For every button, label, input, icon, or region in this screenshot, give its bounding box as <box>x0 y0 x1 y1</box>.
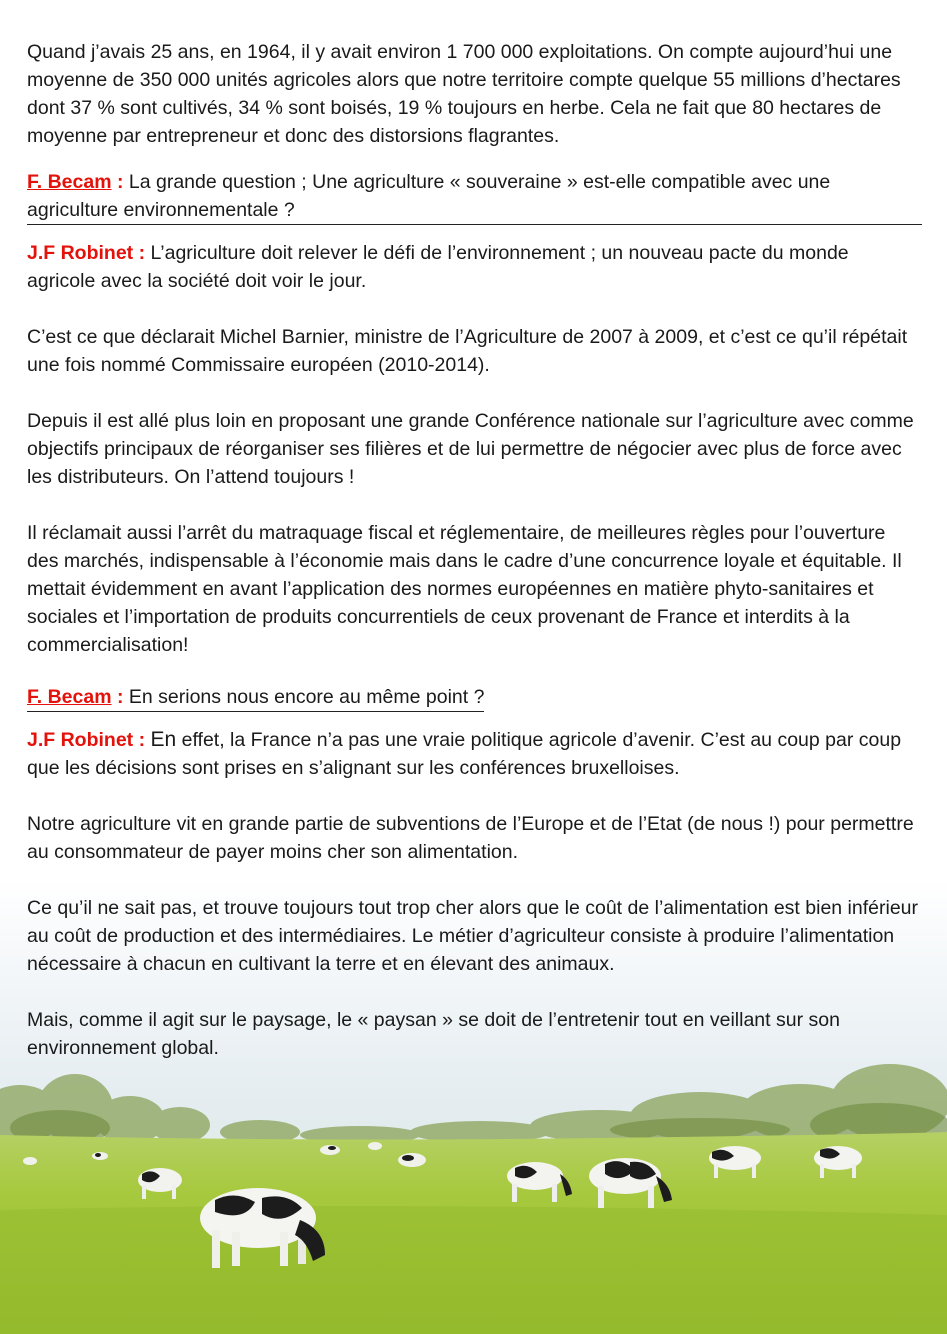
question-2 <box>27 683 922 712</box>
speaker-respondent: J.F Robinet <box>27 242 134 264</box>
answer-text: effet, la France n’a pas une vraie politique agricole d’avenir. C’est au coup par coup que les décisions sont prises en s’alignant sur les conférences bruxelloises. <box>27 729 902 779</box>
intro-paragraph: Quand j’avais 25 ans, en 1964, il y avait environ 1 700 000 exploitations. On compte aujourd’hui une moyenne de 350 000 unités agricoles alors que notre territoire compte quelque 55 millions d’hectares dont 37 % sont cultivés, 34 % sont boisés, 19 % toujours en herbe. Cela ne fait que 80 hectares de moyenne par entrepreneur et donc des distorsions flagrantes. <box>27 41 901 147</box>
tree-line <box>0 1064 947 1145</box>
answer-1-paragraph: Depuis il est allé plus loin en proposant une grande Conférence nationale sur l’agriculture avec comme objectifs principaux de réorganiser ses filières et de lui permettre de négocier avec plus de force avec les distributeurs. On l’attend toujours ! <box>27 410 914 488</box>
answer-2-paragraph: Ce qu’il ne sait pas, et trouve toujours tout trop cher alors que le coût de l’alimentation est bien inférieur au coût de production et des intermédiaires. Le métier d’agriculteur consiste à produire l’alimentation nécessaire à chacun en cultivant la terre et en élevant des animaux. <box>27 897 919 975</box>
speaker-separator: : <box>133 729 151 751</box>
answer-2-paragraph: Notre agriculture vit en grande partie de subventions de l’Europe et de l’Etat (de nous !) pour permettre au consommateur de payer moins cher son alimentation. <box>27 813 914 863</box>
speaker-separator: : <box>111 171 129 193</box>
answer-1-paragraph: Il réclamait aussi l’arrêt du matraquage fiscal et réglementaire, de meilleures règles pour l’ouverture des marchés, indispensable à l’économie mais dans le cadre d’une concurrence loyale et équitable. Il mettait évidemment en avant l’application des normes européennes en matière phyto-sanitaires et sociales et l’importation de produits concurrentiels de ceux provenant de France et interdits à la commercialisation! <box>27 522 902 656</box>
answer-2-paragraph: Mais, comme il agit sur le paysage, le « paysan » se doit de l’entretenir tout en veillant sur son environnement global. <box>27 1009 840 1059</box>
answer-lead-word: En <box>150 728 177 751</box>
answer-text: L’agriculture doit relever le défi de l’environnement ; un nouveau pacte du monde agricole avec la société doit voir le jour. <box>27 242 849 292</box>
speaker-separator: : <box>133 242 151 264</box>
question-text: La grande question ; Une agriculture « souveraine » est-elle compatible avec une agriculture environnementale ? <box>27 171 831 221</box>
answer-1-lead <box>27 239 922 295</box>
question-text: En serions nous encore au même point ? <box>128 686 485 708</box>
answer-2-lead <box>27 726 922 782</box>
speaker-interviewer: F. Becam <box>27 686 112 708</box>
article-text <box>27 38 922 1062</box>
speaker-separator: : <box>111 686 129 708</box>
speaker-interviewer: F. Becam <box>27 171 112 193</box>
answer-1-paragraph: C’est ce que déclarait Michel Barnier, ministre de l’Agriculture de 2007 à 2009, et c’est ce qu’il répétait une fois nommé Commissaire européen (2010-2014). <box>27 326 908 376</box>
question-1 <box>27 168 922 225</box>
speaker-respondent: J.F Robinet <box>27 729 134 751</box>
